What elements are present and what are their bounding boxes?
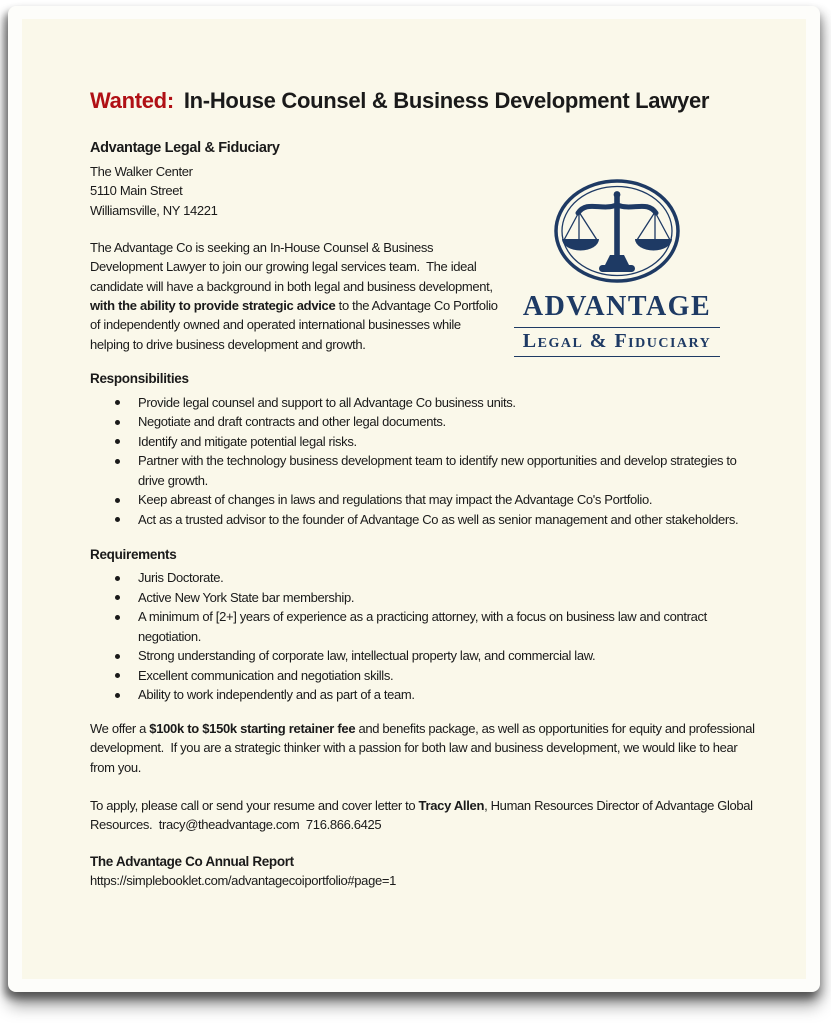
address-line-3: Williamsville, NY 14221 [90,202,218,218]
title-wanted-label: Wanted: [90,88,174,113]
bullet-item: Negotiate and draft contracts and other legal documents. [90,412,762,432]
logo-divider-top [514,327,720,328]
bullet-item: Ability to work independently and as part of a team. [90,685,762,705]
bullet-item: Identify and mitigate potential legal risks. [90,432,762,452]
requirements-heading: Requirements [90,547,177,563]
company-name: Advantage Legal & Fiduciary [90,140,280,156]
text-run: The Advantage Co is seeking an In-House Counsel & Business Development Lawyer to join our growing legal services team. The ideal candidate will have a background in both legal and business development, [90,239,496,294]
bullet-item: Excellent communication and negotiation skills. [90,666,762,686]
bold-text: with the ability to provide strategic advice [90,297,336,313]
bullet-item: Act as a trusted advisor to the founder of Advantage Co as well as senior management and other stakeholders. [90,510,762,530]
document-sheet [22,19,806,979]
logo-wordmark: ADVANTAGE [522,291,712,322]
bullet-item: Keep abreast of changes in laws and regulations that may impact the Advantage Co's Portfolio. [90,490,762,510]
text-run: , Human Resources Director of Advantage Global Resources. tracy@theadvantage.com 716.866.6425 [90,797,756,833]
address-line-1: The Walker Center [90,164,193,179]
apply-paragraph [90,796,762,835]
bullet-item: Active New York State bar membership. [90,588,762,608]
requirements-list [90,568,762,705]
bullet-item: Juris Doctorate. [90,568,762,588]
intro-paragraph [90,238,502,354]
bullet-item: Partner with the technology business development team to identify new opportunities and develop strategies to drive growth. [90,451,762,490]
text-run: to the Advantage Co Portfolio of independently owned and operated international businesses while helping to drive business development and growth. [90,297,501,352]
text-run: We offer a [90,720,150,736]
document-content [90,19,762,891]
logo-tagline: Legal & Fiduciary [522,330,712,352]
text-run: To apply, please call or send your resume and cover letter to [90,797,419,813]
logo-divider-bottom [514,356,720,357]
document-page [8,6,820,992]
responsibilities-heading: Responsibilities [90,371,189,387]
responsibilities-list [90,393,762,530]
title-main: In-House Counsel & Business Development Lawyer [183,88,710,113]
bold-text: $100k to $150k starting retainer fee [149,720,356,736]
offer-paragraph [90,719,762,777]
annual-report-url: https://simplebooklet.com/advantagecoiportfolio#page=1 [90,873,396,889]
company-logo [514,177,720,357]
address-line-2: 5110 Main Street [90,183,183,199]
bullet-item: Strong understanding of corporate law, intellectual property law, and commercial law. [90,646,762,666]
bullet-item: A minimum of [2+] years of experience as a practicing attorney, with a focus on business law and contract negotiation. [90,607,762,646]
bullet-item: Provide legal counsel and support to all Advantage Co business units. [90,393,762,413]
bold-text: Tracy Allen [418,797,485,813]
page-title [90,88,762,114]
annual-report-heading: The Advantage Co Annual Report [90,854,294,869]
scales-of-justice-icon [553,177,681,285]
text-run: and benefits package, as well as opportunities for equity and professional development. If you are a strategic thinker with a passion for both law and business development, we would like to hear from you. [90,720,758,775]
